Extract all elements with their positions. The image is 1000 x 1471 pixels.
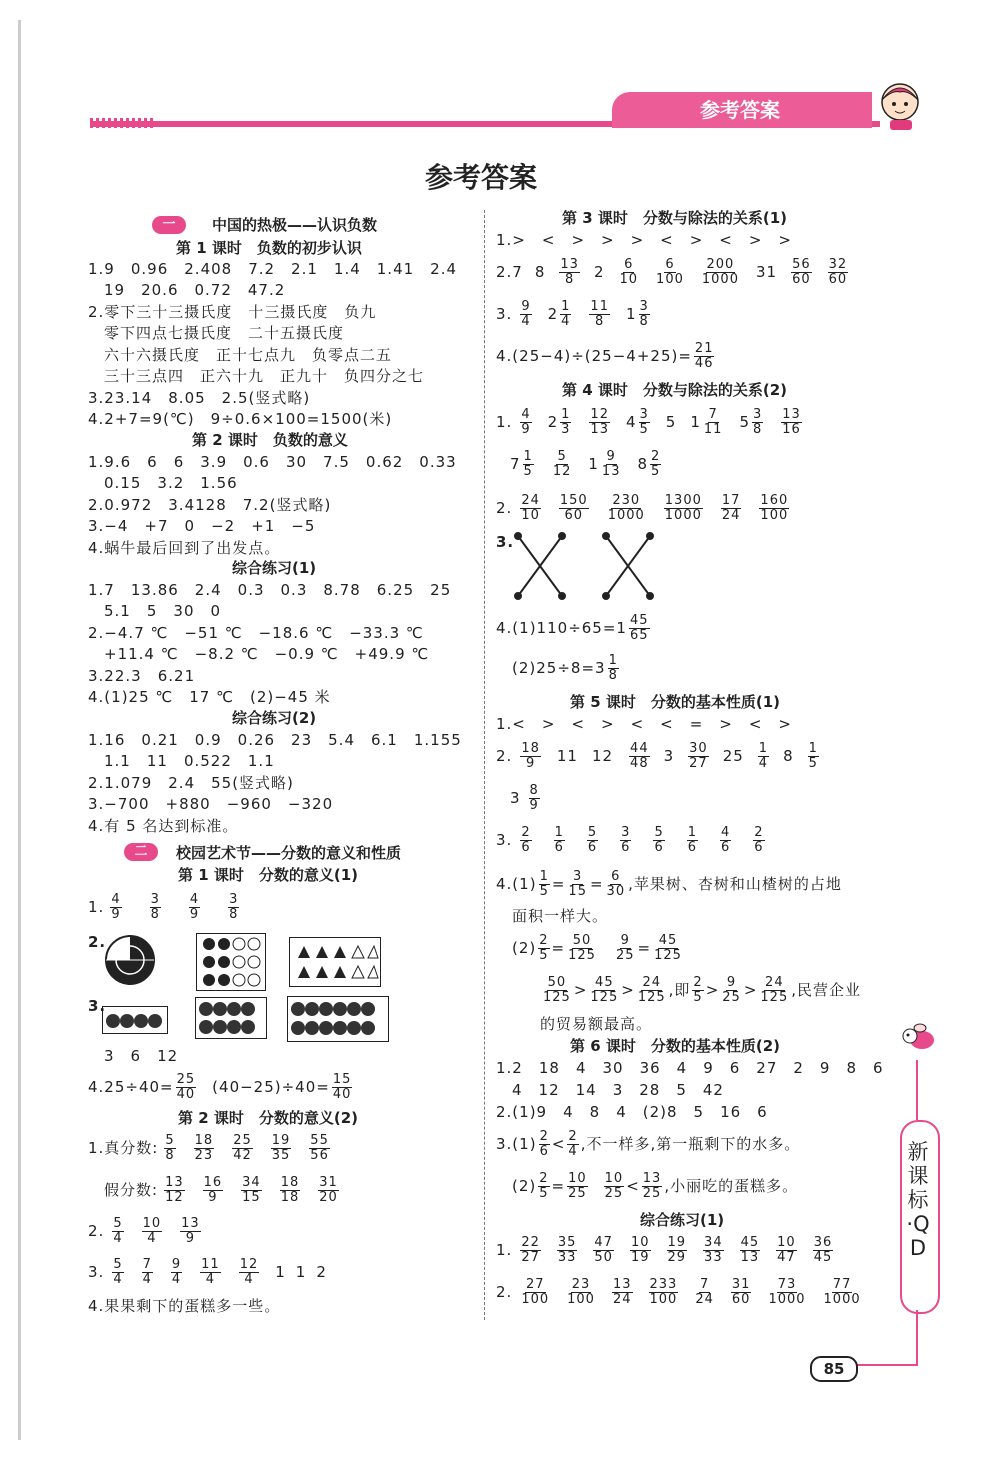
text-line: 1.< > < > < < = > < > (496, 715, 792, 733)
r-practice-title: 综合练习(1) (640, 1211, 725, 1229)
fraction: $\frac{12}{4}$ (239, 1257, 259, 1287)
inline-text: 3 (663, 747, 675, 765)
fraction: $\frac{3}{8}$ (752, 407, 763, 437)
fraction: $\frac{9}{25}$ (615, 933, 635, 963)
fraction: $\frac{50}{125}$ (568, 933, 596, 963)
fraction: $\frac{24}{125}$ (760, 975, 789, 1005)
r-lesson6-title: 第 6 课时 分数的基本性质(2) (570, 1037, 781, 1055)
fraction: $\frac{200}{1000}$ (701, 257, 739, 287)
faces-grid-figure (196, 933, 266, 991)
fraction: $\frac{56}{60}$ (792, 257, 811, 287)
r5-q2 (496, 738, 821, 774)
fraction: $\frac{10}{4}$ (142, 1216, 162, 1246)
fraction: $\frac{13}{8}$ (560, 257, 579, 287)
inline-text: < (626, 1177, 640, 1195)
fraction: $\frac{13}{12}$ (165, 1175, 184, 1205)
inline-text: 2. (88, 1222, 105, 1240)
fraction: $\frac{5}{6}$ (587, 825, 598, 855)
q2-label: 2. (88, 933, 107, 951)
inline-text: 2. (496, 1283, 513, 1301)
side-rule (916, 1060, 918, 1120)
fraction: $\frac{1}{8}$ (608, 653, 618, 683)
inline-text: 4.(1) (496, 875, 537, 893)
fraction: $\frac{45}{13}$ (740, 1235, 760, 1265)
page-number: 85 (810, 1356, 858, 1382)
unit1-badge: 一 (152, 216, 186, 234)
fraction: $\frac{9}{13}$ (601, 449, 621, 479)
bee-mascot-icon (898, 1020, 938, 1056)
improper-fractions (104, 1172, 355, 1208)
fraction: $\frac{10}{19}$ (630, 1235, 650, 1265)
fraction: $\frac{1}{4}$ (561, 299, 571, 329)
inline-text: (2) (512, 939, 537, 957)
fraction: $\frac{5}{4}$ (113, 1216, 123, 1246)
inline-text: 12 (591, 747, 614, 765)
fraction: $\frac{4}{9}$ (189, 892, 200, 922)
fraction: $\frac{3}{15}$ (568, 869, 587, 899)
fraction: $\frac{6}{10}$ (619, 257, 639, 287)
text-line: 1.2 18 4 30 36 4 9 6 27 2 9 8 6 (496, 1059, 884, 1077)
fraction: $\frac{34}{15}$ (242, 1175, 261, 1205)
fraction: $\frac{77}{1000}$ (823, 1277, 861, 1307)
zh-q2 (496, 1274, 876, 1310)
inline-text: ,民营企业 (791, 981, 862, 999)
text-line: 3.23.14 8.05 2.5(竖式略) (88, 389, 311, 407)
q4-prefix: 4.25÷40= (88, 1078, 174, 1096)
fraction: $\frac{23}{100}$ (567, 1277, 595, 1307)
apples-figure-2 (195, 997, 267, 1039)
text-line: 4.果果剩下的蛋糕多一些。 (88, 1297, 281, 1315)
inline-text: 7 (510, 455, 521, 473)
fraction: $\frac{3}{8}$ (639, 299, 649, 329)
fraction: $\frac{19}{35}$ (271, 1133, 291, 1163)
fraction: $\frac{7}{24}$ (695, 1277, 714, 1307)
inline-text: 11 (556, 747, 578, 765)
fraction: $\frac{47}{50}$ (594, 1235, 613, 1265)
text-line: 4.(1)25 ℃ 17 ℃ (2)−45 米 (88, 688, 331, 706)
r4-q3-label: 3. (496, 533, 515, 551)
text-line: +11.4 ℃ −8.2 ℃ −0.9 ℃ +49.9 ℃ (104, 645, 430, 663)
matching-lines-figure (510, 530, 660, 602)
fraction: $\frac{5}{4}$ (113, 1257, 123, 1287)
fraction: $\frac{3}{8}$ (150, 892, 160, 922)
fraction: $\frac{45}{125}$ (590, 975, 619, 1005)
fraction: $\frac{1}{3}$ (561, 407, 571, 437)
fraction: $\frac{24}{10}$ (521, 493, 540, 523)
circle-figure (104, 934, 156, 986)
text-line: 3.−700 +880 −960 −320 (88, 795, 334, 813)
column-divider (484, 210, 485, 1320)
inline-text: < (551, 1135, 566, 1153)
r4-q4b (512, 650, 621, 686)
r-lesson4-title: 第 4 课时 分数与除法的关系(2) (562, 381, 788, 399)
fraction: $\frac{2}{5}$ (651, 449, 661, 479)
apples-figure-3 (287, 996, 389, 1042)
fraction: $\frac{50}{125}$ (543, 975, 571, 1005)
r4-q1 (496, 404, 804, 440)
r-lesson3-title: 第 3 课时 分数与除法的关系(1) (562, 209, 788, 227)
header-dashes (90, 118, 155, 128)
fraction: $\frac{25}{42}$ (233, 1133, 252, 1163)
inline-text: 1 (295, 1263, 307, 1281)
inline-text: 8 (534, 263, 546, 281)
fraction: $\frac{24}{125}$ (637, 975, 666, 1005)
text-line: 2.1.079 2.4 55(竖式略) (88, 774, 294, 792)
fraction: $\frac{30}{27}$ (689, 741, 708, 771)
text-line: 的贸易额最高。 (540, 1015, 653, 1033)
r5-q4-line4 (540, 972, 861, 1008)
fraction: $\frac{15}{40}$ (332, 1072, 352, 1102)
fraction: $\frac{45}{65}$ (629, 613, 649, 643)
text-line: 5.1 5 30 0 (104, 602, 222, 620)
inline-text: 1 (588, 455, 599, 473)
inline-text: 1. (496, 1241, 513, 1259)
r4-q4a-text: 4.(1)110÷65=1 (496, 619, 627, 637)
page-title: 参考答案 (425, 161, 538, 194)
fraction: $\frac{4}{6}$ (721, 825, 731, 855)
inline-text: 31 (755, 263, 778, 281)
inline-text: 1 (275, 1263, 286, 1281)
fraction: $\frac{18}{23}$ (194, 1133, 214, 1163)
fraction: $\frac{34}{33}$ (704, 1235, 723, 1265)
fraction: $\frac{5}{12}$ (552, 449, 572, 479)
fraction: $\frac{1}{5}$ (539, 869, 549, 899)
fraction: $\frac{13}{24}$ (612, 1277, 632, 1307)
r6-q3b (512, 1168, 798, 1204)
fraction: $\frac{8}{9}$ (529, 783, 539, 813)
r4-q1-cont (510, 446, 663, 482)
fraction: $\frac{13}{9}$ (181, 1216, 200, 1246)
text-line: 4.有 5 名达到标准。 (88, 817, 239, 835)
r-lesson5-title: 第 5 课时 分数的基本性质(1) (570, 693, 781, 711)
inline-text: = (551, 939, 566, 957)
text-line: 零下四点七摄氏度 二十五摄氏度 (104, 324, 345, 342)
fraction: $\frac{27}{100}$ (521, 1277, 550, 1307)
text-line: 六十六摄氏度 正十七点九 负零点二五 (104, 346, 393, 364)
r6-q3a (496, 1126, 800, 1162)
q3-answers: 3 6 12 (104, 1047, 179, 1065)
text-line: 3.−4 +7 0 −2 +1 −5 (88, 517, 316, 535)
fraction: $\frac{9}{4}$ (171, 1257, 182, 1287)
fraction: $\frac{32}{60}$ (828, 257, 848, 287)
fraction: $\frac{11}{8}$ (590, 299, 609, 329)
text-line: 1.16 0.21 0.9 0.26 23 5.4 6.1 1.155 (88, 731, 462, 749)
fraction: $\frac{35}{33}$ (557, 1235, 577, 1265)
fraction: $\frac{2}{6}$ (521, 825, 531, 855)
text-line: 面积一样大。 (512, 907, 609, 925)
fraction: $\frac{11}{4}$ (201, 1257, 220, 1287)
practice1-title: 综合练习(1) (232, 559, 317, 577)
fraction: $\frac{10}{47}$ (777, 1235, 796, 1265)
inline-text: 1 (690, 413, 701, 431)
fraction: $\frac{13}{25}$ (642, 1171, 662, 1201)
inline-text: 1 (625, 305, 637, 323)
unit2-badge: 二 (124, 843, 158, 861)
apples-figure-1 (102, 1006, 168, 1034)
fraction: $\frac{17}{24}$ (721, 493, 741, 523)
fraction: $\frac{2}{5}$ (693, 975, 703, 1005)
r3-q4 (496, 338, 716, 374)
r3-q3 (496, 296, 652, 332)
text-line: 4 12 14 3 28 5 42 (512, 1081, 724, 1099)
fraction: $\frac{6}{30}$ (606, 869, 626, 899)
practice2-title: 综合练习(2) (232, 709, 317, 727)
q3-label: 3. (88, 997, 107, 1015)
proper-fractions (88, 1130, 346, 1166)
fraction: $\frac{6}{100}$ (656, 257, 684, 287)
fraction: $\frac{9}{4}$ (521, 299, 531, 329)
text-line: 1.> < > > > < > < > > (496, 231, 792, 249)
inline-text: 3. (496, 305, 513, 323)
r5-q4-line1 (496, 866, 842, 902)
fraction: $\frac{45}{125}$ (654, 933, 682, 963)
fraction: $\frac{44}{48}$ (630, 741, 649, 771)
inline-text: 25 (722, 747, 744, 765)
r3-q4-text: 4.(25−4)÷(25−4+25)= (496, 347, 692, 365)
text-line: 1.1 11 0.522 1.1 (104, 752, 275, 770)
lesson2-title: 第 2 课时 负数的意义 (192, 431, 348, 449)
inline-text: > (743, 981, 758, 999)
fraction: $\frac{2}{5}$ (539, 933, 549, 963)
inline-text: = (551, 1177, 566, 1195)
u2l2-q2 (88, 1213, 217, 1249)
fraction: $\frac{21}{46}$ (694, 341, 714, 371)
fraction: $\frac{10}{25}$ (568, 1171, 587, 1201)
fraction: $\frac{3}{8}$ (229, 892, 239, 922)
text-line: 19 20.6 0.72 47.2 (104, 281, 286, 299)
fraction: $\frac{13}{16}$ (782, 407, 801, 437)
text-line: 4.蜗牛最后回到了出发点。 (88, 539, 281, 557)
fraction: $\frac{3}{6}$ (621, 825, 631, 855)
inline-text: 假分数: (104, 1181, 159, 1199)
r4-q4b-text: (2)25÷8=3 (512, 659, 606, 677)
fraction: $\frac{9}{25}$ (722, 975, 741, 1005)
fraction: $\frac{1}{6}$ (554, 825, 564, 855)
inline-text: = (637, 939, 652, 957)
r5-q3 (496, 822, 785, 858)
inline-text: = (589, 875, 604, 893)
inline-text: 8 (783, 747, 794, 765)
text-line: 3.22.3 6.21 (88, 667, 196, 685)
inline-text: > (621, 981, 635, 999)
inline-text: 4 (625, 413, 637, 431)
fraction: $\frac{7}{11}$ (703, 407, 723, 437)
inline-text: 3. (88, 1263, 105, 1281)
inline-text: 2 (547, 305, 559, 323)
fraction: $\frac{1}{5}$ (808, 741, 818, 771)
fraction: $\frac{31}{60}$ (731, 1277, 751, 1307)
inline-text: 3. (496, 831, 513, 849)
text-line: 1.7 13.86 2.4 0.3 0.3 8.78 6.25 25 (88, 581, 452, 599)
r3-q2 (496, 254, 850, 290)
q1-fraction-row (88, 890, 241, 924)
fraction: $\frac{2}{5}$ (539, 1171, 549, 1201)
fraction: $\frac{2}{4}$ (568, 1129, 578, 1159)
fraction: $\frac{36}{45}$ (813, 1235, 833, 1265)
zh-q1 (496, 1232, 847, 1268)
side-tab-text: 新课标·QD (906, 1140, 930, 1260)
fraction: $\frac{233}{100}$ (649, 1277, 678, 1307)
inline-text: 2 (316, 1263, 327, 1281)
inline-text: > (705, 981, 720, 999)
text-line: 三十三点四 正六十九 正九十 负四分之七 (104, 367, 425, 385)
fraction: $\frac{73}{1000}$ (768, 1277, 806, 1307)
fraction: $\frac{22}{27}$ (521, 1235, 540, 1265)
inline-text: 1. (88, 898, 105, 916)
inline-text: = (551, 875, 566, 893)
inline-text: 1. (496, 413, 513, 431)
fraction: $\frac{10}{25}$ (604, 1171, 624, 1201)
text-line: 1.9.6 6 6 3.9 0.6 30 7.5 0.62 0.33 (88, 453, 457, 471)
inline-text: 8 (637, 455, 649, 473)
fraction: $\frac{1}{5}$ (523, 449, 533, 479)
unit1-title: 中国的热极——认识负数 (212, 216, 378, 234)
fraction: $\frac{3}{5}$ (639, 407, 649, 437)
inline-text: ,苹果树、杏树和山楂树的占地 (628, 875, 842, 893)
fraction: $\frac{5}{8}$ (165, 1133, 175, 1163)
fraction: $\frac{1300}{1000}$ (664, 493, 702, 523)
inline-text: ,小丽吃的蛋糕多。 (664, 1177, 799, 1195)
fraction: $\frac{160}{100}$ (760, 493, 789, 523)
inline-text: ,不一样多,第一瓶剩下的水多。 (580, 1135, 801, 1153)
fraction: $\frac{2}{6}$ (539, 1129, 549, 1159)
inline-text: 2. (496, 747, 513, 765)
inline-text: 1.真分数: (88, 1139, 159, 1157)
q4-line (88, 1070, 354, 1104)
fraction: $\frac{19}{29}$ (667, 1235, 687, 1265)
lesson1-title: 第 1 课时 负数的初步认识 (176, 239, 362, 257)
header-label: 参考答案 (700, 98, 780, 122)
fraction: $\frac{1}{6}$ (687, 825, 697, 855)
r5-q2-cont (510, 780, 542, 816)
text-line: 4.2+7=9(℃) 9÷0.6×100=1500(米) (88, 410, 393, 428)
inline-text: ,即 (668, 981, 691, 999)
text-line: 2.零下三十三摄氏度 十三摄氏度 负九 (88, 303, 377, 321)
fraction: $\frac{18}{18}$ (280, 1175, 300, 1205)
r5-q4-line3 (512, 930, 685, 966)
inline-text: 3.(1) (496, 1135, 537, 1153)
fraction: $\frac{1}{4}$ (758, 741, 769, 771)
fraction: $\frac{16}{9}$ (203, 1175, 223, 1205)
fraction: $\frac{31}{20}$ (319, 1175, 338, 1205)
inline-text: 5 (739, 413, 750, 431)
fraction: $\frac{2}{6}$ (754, 825, 764, 855)
text-line: 0.15 3.2 1.56 (104, 474, 238, 492)
inline-text: > (573, 981, 588, 999)
inline-text: 2 (547, 413, 559, 431)
triangles-figure (289, 937, 381, 987)
inline-text: 2. (496, 499, 513, 517)
fraction: $\frac{230}{1000}$ (607, 493, 645, 523)
inline-text: 3 (510, 789, 521, 807)
fraction: $\frac{4}{9}$ (521, 407, 531, 437)
text-line: 2.−4.7 ℃ −51 ℃ −18.6 ℃ −33.3 ℃ (88, 624, 424, 642)
binding-line (18, 20, 21, 1440)
unit2-title: 校园艺术节——分数的意义和性质 (176, 844, 402, 862)
inline-text: 2 (593, 263, 605, 281)
u2-lesson1-title: 第 1 课时 分数的意义(1) (178, 866, 359, 884)
q4-mid: (40−25)÷40= (212, 1078, 330, 1096)
fraction: $\frac{25}{40}$ (176, 1072, 196, 1102)
r4-q2 (496, 490, 805, 526)
fraction: $\frac{12}{13}$ (590, 407, 609, 437)
fraction: $\frac{4}{9}$ (111, 892, 121, 922)
side-rule-lower (916, 1310, 918, 1366)
inline-text: (2) (512, 1177, 537, 1195)
text-line: 1.9 0.96 2.408 7.2 2.1 1.4 1.41 2.4 (88, 260, 458, 278)
girl-mascot-icon (868, 80, 928, 132)
fraction: $\frac{150}{60}$ (559, 493, 588, 523)
r4-q4a (496, 610, 652, 646)
inline-text: 2.7 (496, 263, 523, 281)
text-line: 2.0.972 3.4128 7.2(竖式略) (88, 496, 332, 514)
fraction: $\frac{5}{6}$ (654, 825, 664, 855)
inline-text: 5 (665, 413, 677, 431)
text-line: 2.(1)9 4 8 4 (2)8 5 16 6 (496, 1103, 768, 1121)
fraction: $\frac{55}{56}$ (310, 1133, 329, 1163)
fraction: $\frac{18}{9}$ (521, 741, 540, 771)
u2l2-q3 (88, 1254, 327, 1290)
u2-lesson2-title: 第 2 课时 分数的意义(2) (178, 1109, 359, 1127)
fraction: $\frac{7}{4}$ (142, 1257, 152, 1287)
